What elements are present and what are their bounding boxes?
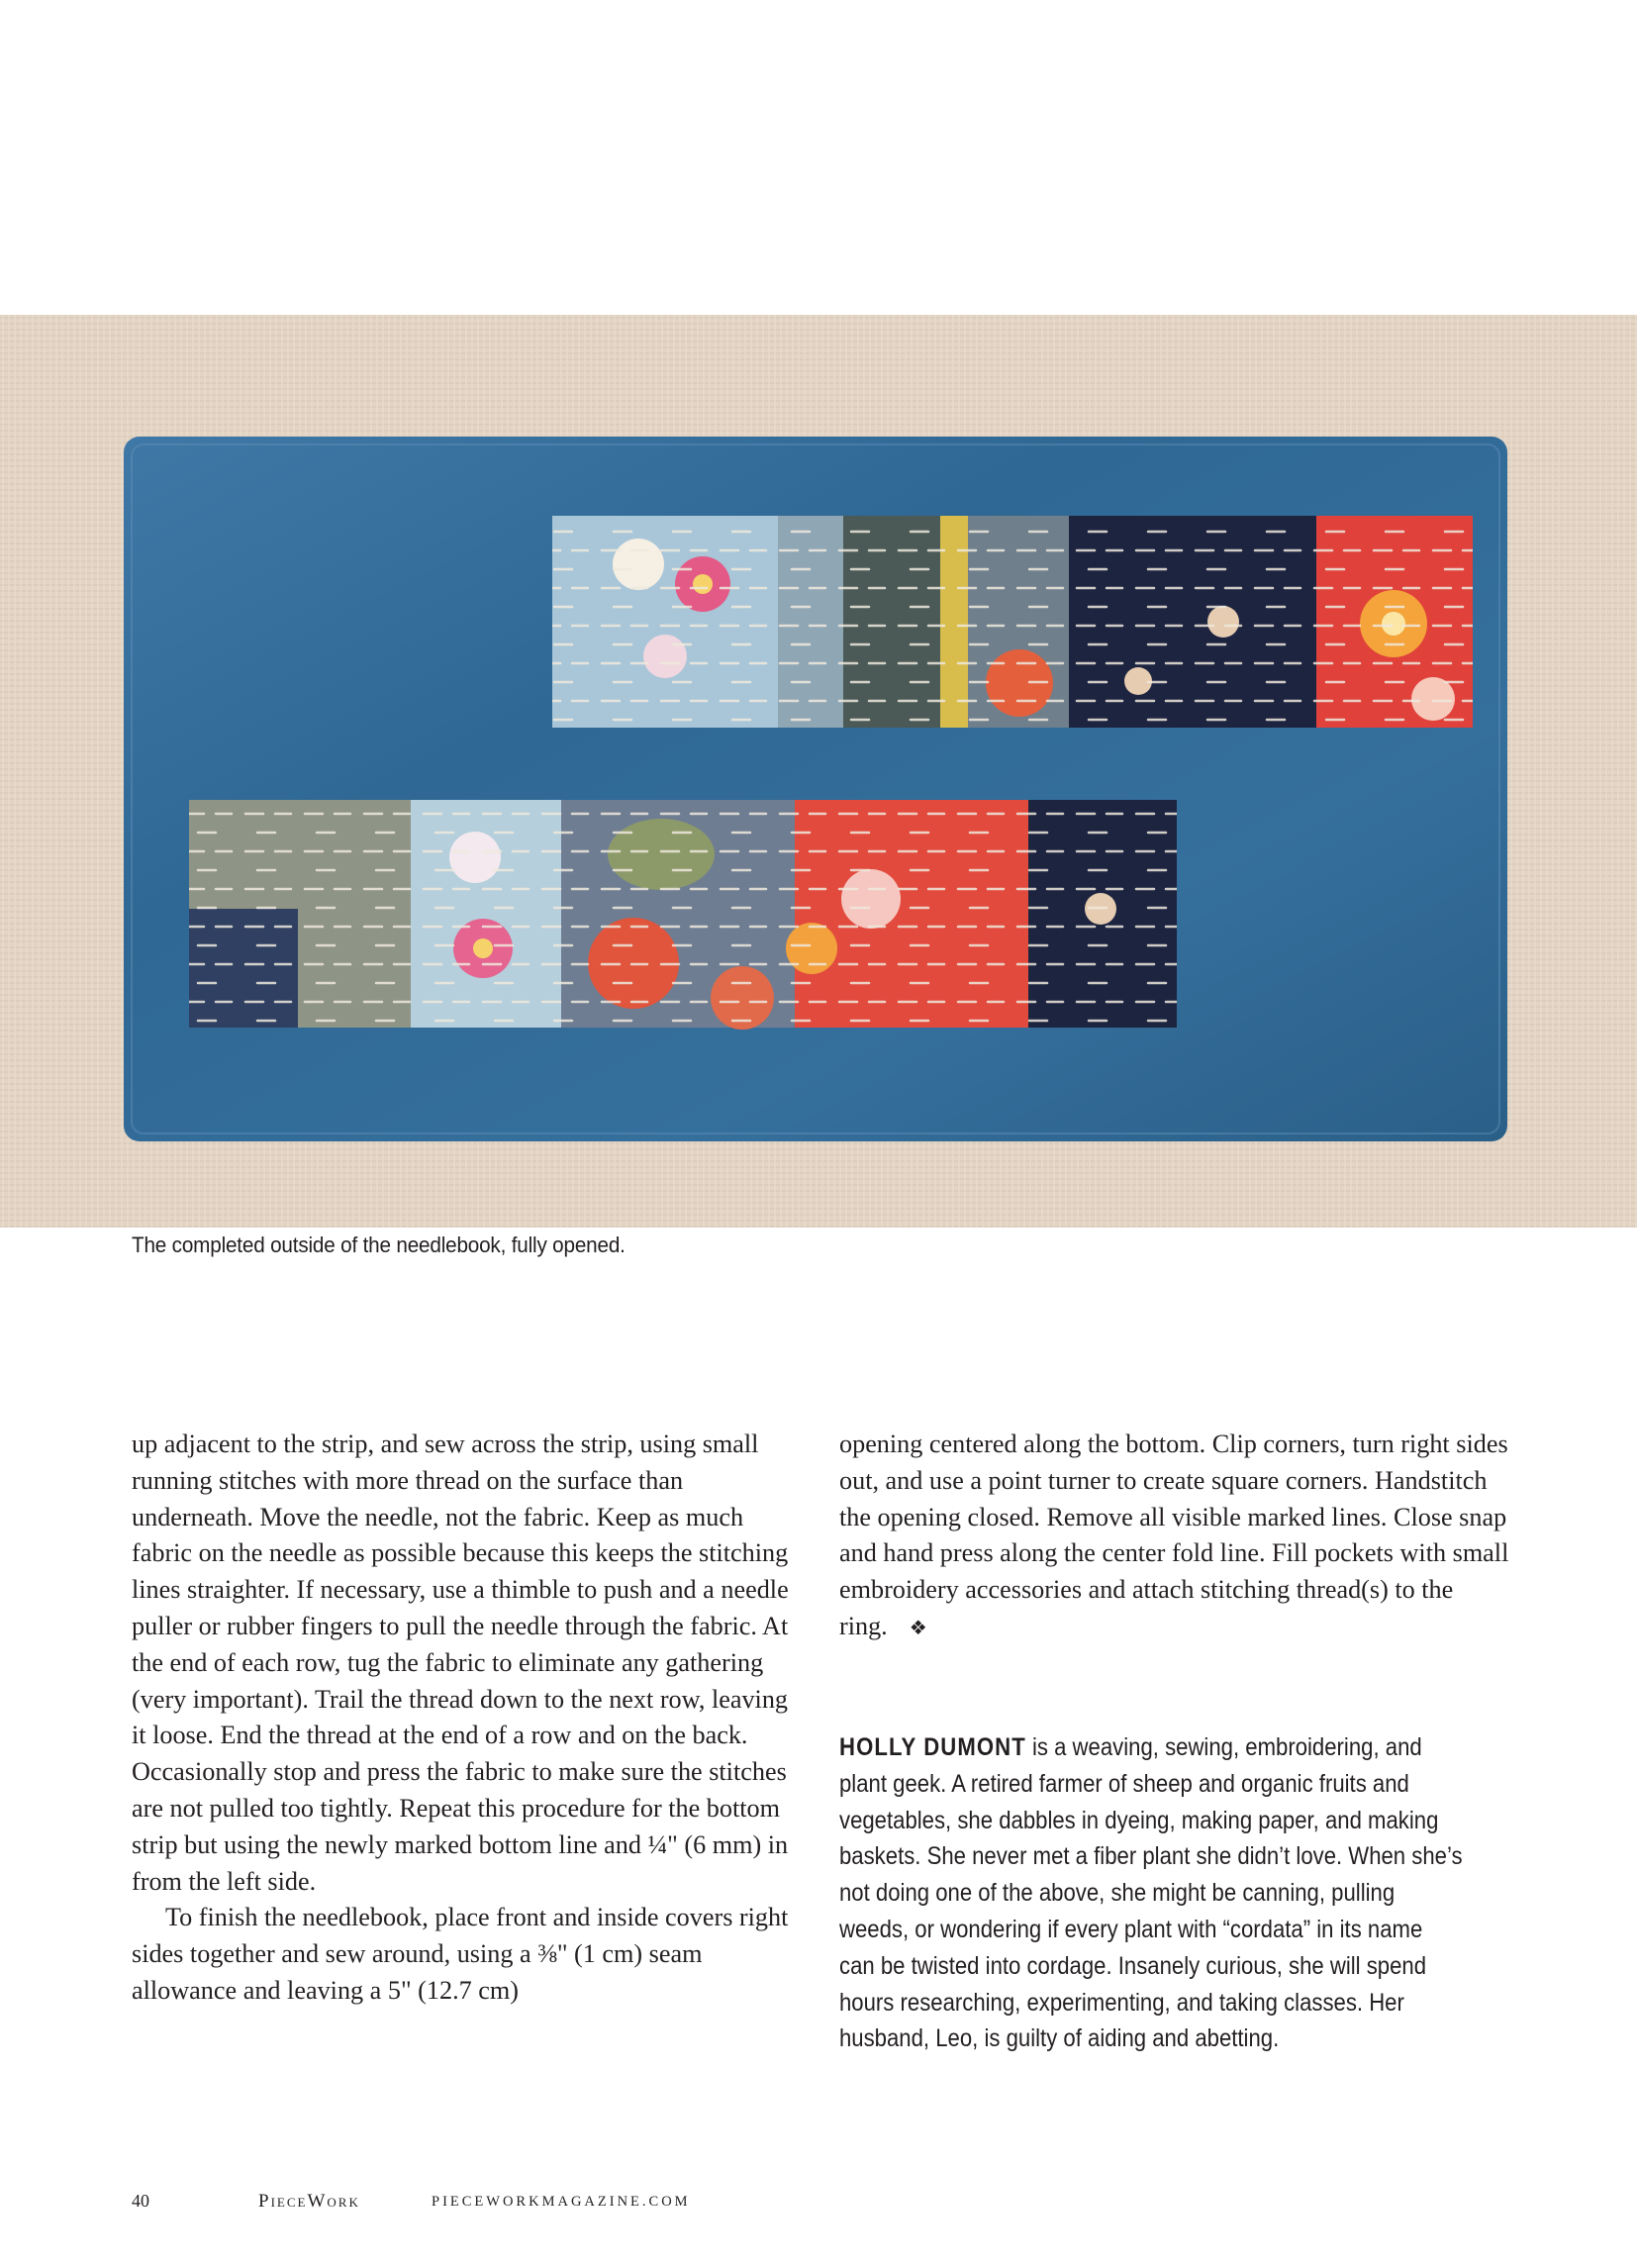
end-of-article-mark: ❖ [909, 1615, 927, 1639]
photo-caption: The completed outside of the needlebook, fully opened. [132, 1233, 626, 1257]
author-name: HOLLY DUMONT [839, 1734, 1026, 1761]
body-paragraph: up adjacent to the strip, and sew across the strip, using small running stitches with more thread on the surface than underneath. Move the needle, not the fabric. Keep as much fabric on the needle as possible because this keeps the stitching lines straighter. If necessary, use a thimble to push and a needle puller or rubber fingers to pull the needle through the fabric. At the end of each row, tug the fabric to eliminate any gathering (very important). Trail the thread down to the next row, leaving it loose. End the thread at the end of a row and on the back. Occasionally stop and press the fabric to make sure the stitches are not pulled too tightly. Repeat this procedure for the bottom strip but using the newly marked bottom line and ¼" (6 mm) in from the left side. [132, 1430, 789, 1896]
page-number: 40 [132, 2191, 149, 2211]
body-column-right [839, 1427, 1510, 1646]
author-bio [839, 1730, 1463, 2058]
needlebook-photo [0, 315, 1637, 1228]
body-paragraph-text: opening centered along the bottom. Clip corners, turn right sides out, and use a point turner to create square corners. Handstitch the opening closed. Remove all visible marked lines. Close snap and hand press along the center fold line. Fill pockets with small embroidery accessories and attach stitching thread(s) to the ring. [839, 1430, 1509, 1640]
body-paragraph: To finish the needlebook, place front and inside covers right sides together and sew around, using a ⅜" (1 cm) seam allowance and leaving a 5" (12.7 cm) [132, 1903, 789, 2005]
body-column-left [132, 1427, 801, 2010]
magazine-name: PieceWork [258, 2191, 360, 2212]
body-paragraph [839, 1427, 1510, 1646]
author-bio-text: is a weaving, sewing, embroidering, and plant geek. A retired farmer of sheep and organic fruits and vegetables, she dabbles in dyeing, making paper, and making baskets. She never met a fiber plant she didn’t love. When she’s not doing one of the above, she might be canning, pulling weeds, or wondering if every plant with “cordata” in its name can be twisted into cordage. Insanely curious, she will spend hours researching, experimenting, and taking classes. Her husband, Leo, is guilty of aiding and abetting. [839, 1734, 1463, 2053]
magazine-website: PIECEWORKMAGAZINE.COM [432, 2194, 691, 2210]
